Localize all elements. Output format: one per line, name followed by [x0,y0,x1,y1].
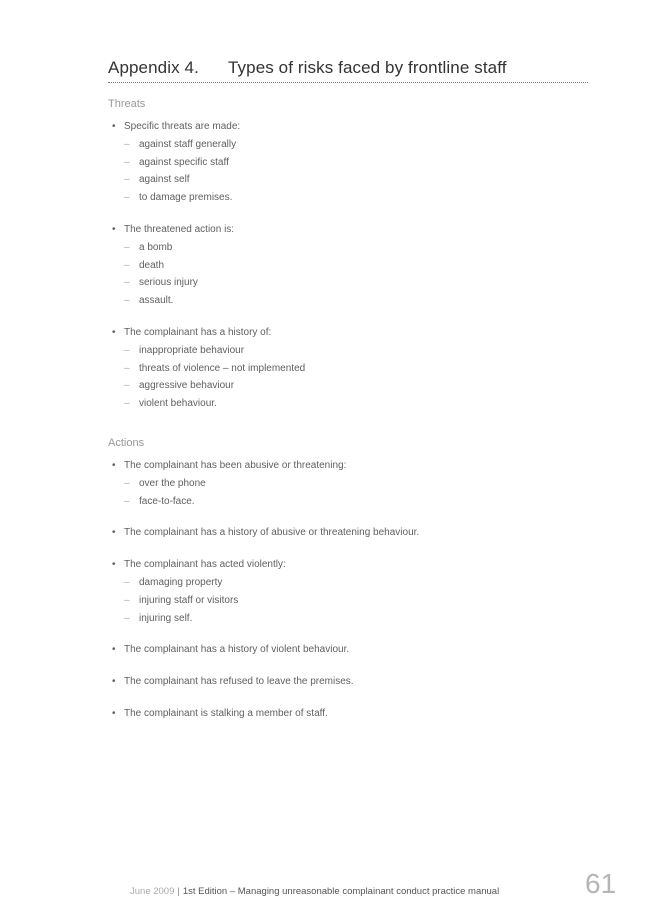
sub-item-text: injuring self. [139,612,193,624]
bullet-text: The complainant has a history of abusive or threatening behaviour. [124,527,420,539]
bullet-item [112,118,592,136]
dash-icon: – [124,259,130,271]
sub-item-text: against specific staff [139,156,229,168]
bullet-text: The complainant is stalking a member of staff. [124,707,328,719]
sub-item-text: inappropriate behaviour [139,344,245,356]
dash-icon: – [124,576,130,588]
footer-text: 1st Edition – Managing unreasonable complainant conduct practice manual [182,886,500,897]
sub-item [112,342,592,360]
dash-icon: – [124,477,130,489]
sub-item [112,377,592,395]
sub-item-text: serious injury [139,277,198,289]
bullet-icon: • [112,707,116,719]
sub-item-text: violent behaviour. [139,398,217,410]
bullet-group [112,324,592,413]
bullet-text: The complainant has a history of violent behaviour. [124,644,350,656]
bullet-item [112,457,592,475]
sub-item [112,395,592,413]
sub-item [112,493,592,511]
bullet-item [112,641,592,659]
appendix-number: Appendix 4. [108,58,199,77]
sub-item [112,292,592,310]
bullet-group [112,556,592,627]
bullet-group [112,457,592,510]
bullet-item [112,524,592,542]
dash-icon: – [124,594,130,606]
sub-item-text: injuring staff or visitors [139,594,239,606]
sub-item-text: damaging property [139,576,223,588]
bullet-icon: • [112,527,116,539]
bullet-item [112,221,592,239]
bullet-item [112,556,592,574]
sub-item-text: against staff generally [139,138,237,150]
bullet-group [112,673,592,691]
dash-icon: – [124,241,130,253]
section-title-actions: Actions [108,437,145,449]
sub-item [112,592,592,610]
bullet-item [112,673,592,691]
bullet-icon: • [112,326,116,338]
sub-item [112,171,592,189]
bullet-text: The complainant has been abusive or threatening: [124,460,347,471]
bullet-item [112,324,592,342]
page-number: 61 [585,868,617,899]
bullet-icon: • [112,676,116,688]
footer-separator: | [177,886,180,897]
sub-item [112,239,592,257]
sub-item [112,136,592,154]
bullet-icon: • [112,121,116,132]
bullet-group [112,221,592,310]
sub-item-text: assault. [139,295,174,307]
dash-icon: – [124,174,130,186]
sub-item-text: face-to-face. [139,495,195,507]
sub-item-text: a bomb [139,241,173,253]
bullet-icon: • [112,460,116,471]
section-title-threats: Threats [108,98,146,110]
bullet-text: The complainant has acted violently: [124,559,286,571]
threats-list [112,118,592,427]
sub-item [112,610,592,628]
sub-item-text: threats of violence – not implemented [139,362,306,374]
dash-icon: – [124,277,130,289]
sub-item [112,189,592,207]
bullet-group [112,118,592,207]
page-heading [108,58,588,83]
bullet-group [112,641,592,659]
bullet-group [112,705,592,723]
sub-item-text: against self [139,174,190,186]
bullet-group [112,524,592,542]
bullet-item [112,705,592,723]
sub-item [112,154,592,172]
sub-item-text: death [139,259,165,271]
sub-item [112,274,592,292]
dash-icon: – [124,398,130,410]
actions-list [112,457,592,737]
bullet-icon: • [112,223,116,235]
dash-icon: – [124,295,130,307]
sub-item [112,475,592,493]
sub-item [112,574,592,592]
dash-icon: – [124,362,130,374]
bullet-icon: • [112,559,116,571]
dash-icon: – [124,344,130,356]
sub-item-text: over the phone [139,477,206,489]
bullet-text: The complainant has refused to leave the premises. [124,676,354,688]
footer [130,886,499,897]
dash-icon: – [124,138,130,150]
dash-icon: – [124,612,130,624]
bullet-icon: • [112,644,116,656]
footer-date: June 2009 [130,886,175,897]
dash-icon: – [124,156,130,168]
sub-item [112,360,592,378]
dash-icon: – [124,380,130,392]
sub-item-text: aggressive behaviour [139,380,235,392]
appendix-title: Types of risks faced by frontline staff [228,58,507,77]
sub-item-text: to damage premises. [139,192,233,204]
bullet-text: The complainant has a history of: [124,326,272,338]
dash-icon: – [124,495,130,507]
bullet-text: Specific threats are made: [124,121,241,132]
sub-item [112,257,592,275]
bullet-text: The threatened action is: [124,223,235,235]
dash-icon: – [124,192,130,204]
